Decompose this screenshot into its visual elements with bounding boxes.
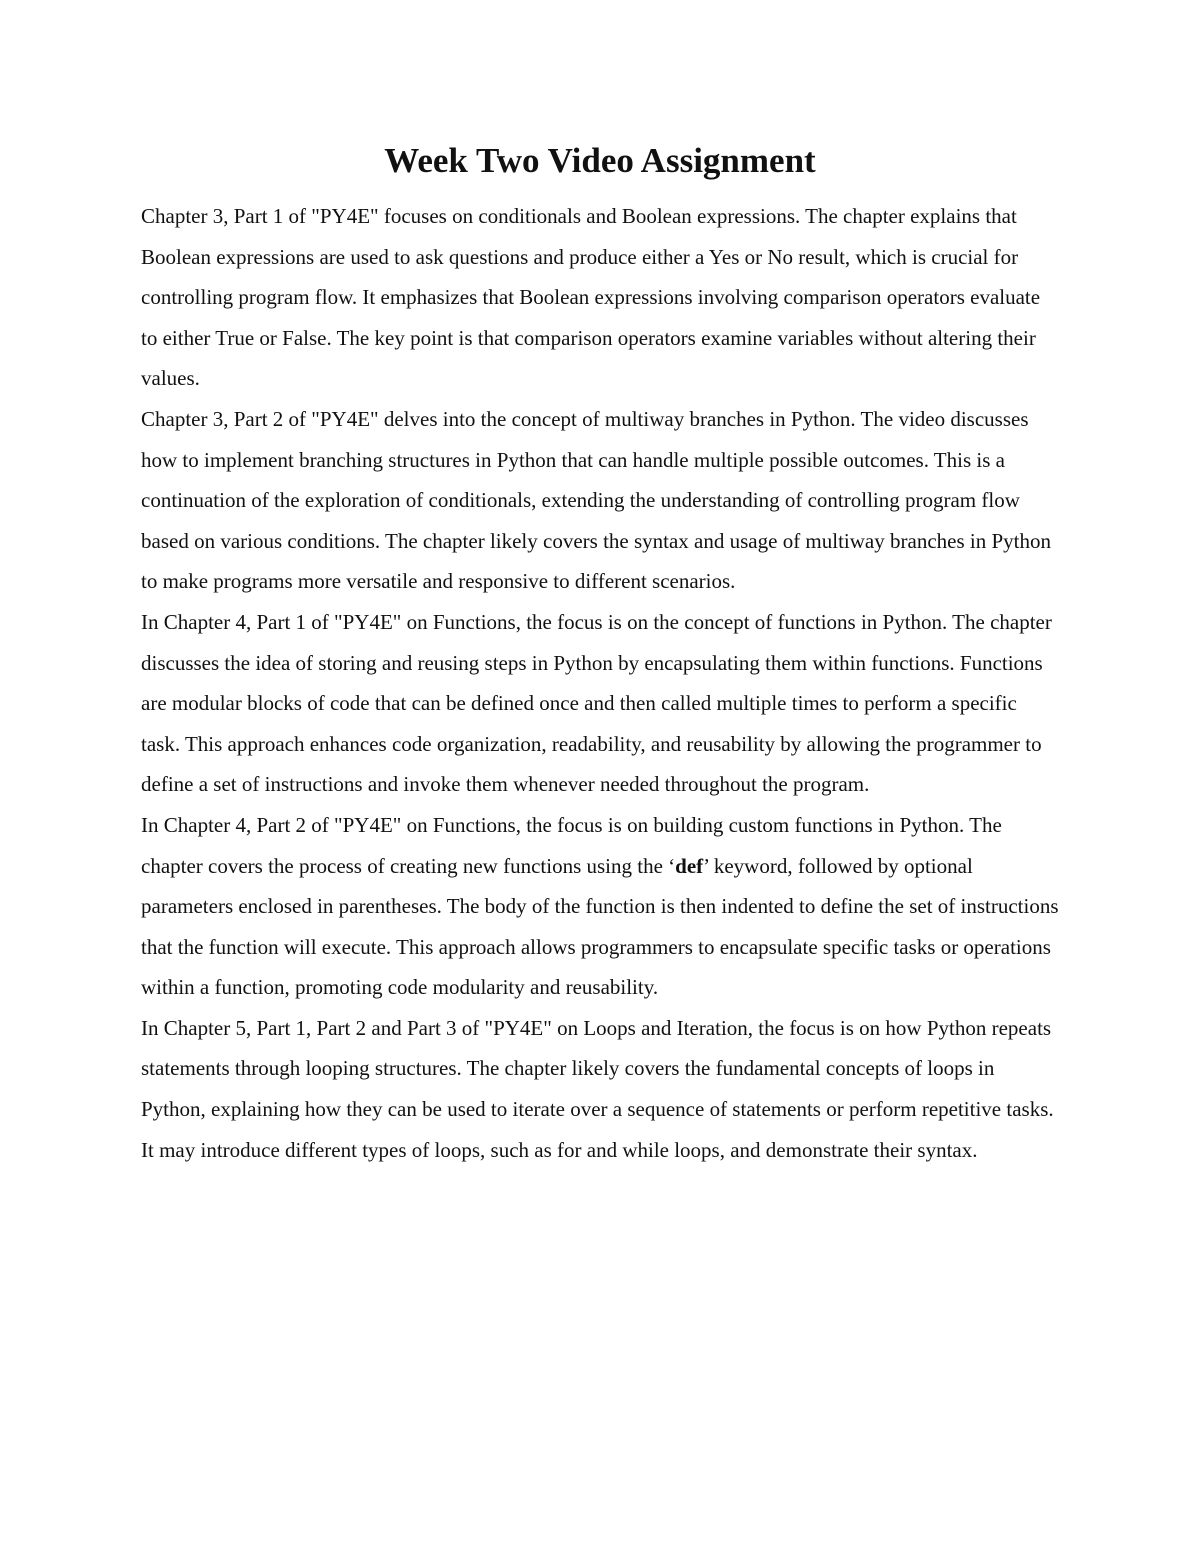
document-title: Week Two Video Assignment (384, 141, 816, 180)
document-body (141, 196, 1061, 1170)
paragraph-chapter-4-part-1: In Chapter 4, Part 1 of "PY4E" on Functions, the focus is on the concept of functions in Python. The chapter discusses the idea of storing and reusing steps in Python by encapsulating them within functions. Functions are modular blocks of code that can be defined once and then called multiple times to perform a specific task. This approach enhances code organization, readability, and reusability by allowing the programmer to define a set of instructions and invoke them whenever needed throughout the program. (141, 609, 1052, 797)
paragraph-text-before-keyword: In Chapter 4, Part 2 of "PY4E" on Functions, the focus is on building custom functions in Python. The chapter covers the process of creating new functions using the ‘ (141, 812, 1002, 878)
paragraph-chapter-4-part-2 (141, 805, 1061, 1008)
paragraph-text-after-keyword: ’ keyword, followed by optional parameters enclosed in parentheses. The body of the function is then indented to define the set of instructions that the function will execute. This approach allows programmers to encapsulate specific tasks or operations within a function, promoting code modularity and reusability. (141, 853, 1059, 1000)
paragraph-chapter-5: In Chapter 5, Part 1, Part 2 and Part 3 of "PY4E" on Loops and Iteration, the focus is on how Python repeats statements through looping structures. The chapter likely covers the fundamental concepts of loops in Python, explaining how they can be used to iterate over a sequence of statements or perform repetitive tasks. It may introduce different types of loops, such as for and while loops, and demonstrate their syntax. (141, 1015, 1054, 1162)
paragraph-chapter-3-part-2: Chapter 3, Part 2 of "PY4E" delves into the concept of multiway branches in Python. The video discusses how to implement branching structures in Python that can handle multiple possible outcomes. This is a continuation of the exploration of conditionals, extending the understanding of controlling program flow based on various conditions. The chapter likely covers the syntax and usage of multiway branches in Python to make programs more versatile and responsive to different scenarios. (141, 406, 1051, 594)
def-keyword: def (675, 853, 704, 878)
paragraph-chapter-3-part-1: Chapter 3, Part 1 of "PY4E" focuses on conditionals and Boolean expressions. The chapter explains that Boolean expressions are used to ask questions and produce either a Yes or No result, which is crucial for controlling program flow. It emphasizes that Boolean expressions involving comparison operators evaluate to either True or False. The key point is that comparison operators examine variables without altering their values. (141, 204, 1041, 391)
